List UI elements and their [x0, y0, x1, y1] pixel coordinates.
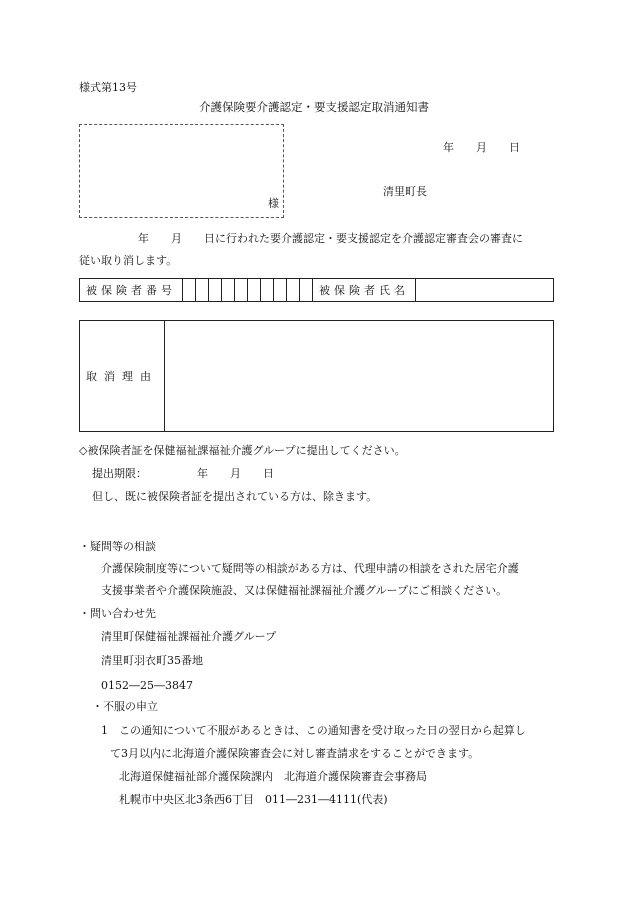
- appeal-office: 北海道保健福祉部介護保険課内 北海道介護保険審査会事務局: [119, 770, 427, 783]
- consultation-text-line2: 支援事業者や介護保険施設、又は保健福祉課福祉介護グループにご相談ください。: [101, 584, 508, 597]
- cancellation-reason-box: [79, 320, 554, 432]
- submission-deadline-date: 年 月 日: [197, 467, 274, 480]
- contact-address: 清里町羽衣町35番地: [101, 654, 203, 667]
- insured-number-digit-cell[interactable]: [261, 279, 274, 301]
- insured-number-digit-cell[interactable]: [235, 279, 248, 301]
- appeal-heading: ・不服の申立: [92, 700, 158, 713]
- body-text-line2: 従い取り消します。: [79, 254, 178, 267]
- contact-heading: ・問い合わせ先: [79, 607, 156, 620]
- insured-number-digit-cell[interactable]: [196, 279, 209, 301]
- insured-number-digit-cell[interactable]: [274, 279, 287, 301]
- issue-date: 年 月 日: [443, 141, 520, 154]
- appeal-text-line1: 1 この通知について不服があるときは、この通知書を受け取った日の翌日から起算し: [101, 724, 526, 737]
- form-number: 様式第13号: [79, 81, 137, 94]
- insured-name-field[interactable]: [416, 279, 553, 301]
- cancellation-reason-label: 取消理由: [80, 321, 165, 431]
- body-text-line1: 年 月 日に行われた要介護認定・要支援認定を介護認定審査会の審査に: [138, 232, 523, 245]
- appeal-text-line2: て3月以内に北海道介護保険審査会に対し審査請求をすることができます。: [110, 747, 480, 760]
- cancellation-reason-field[interactable]: [165, 321, 553, 431]
- consultation-text-line1: 介護保険制度等について疑問等の相談がある方は、代理申請の相談をされた居宅介護: [101, 562, 519, 575]
- insured-number-digit-cell[interactable]: [248, 279, 261, 301]
- insured-name-label: 被保険者氏名: [313, 279, 416, 301]
- insured-number-digit-cell[interactable]: [222, 279, 235, 301]
- insured-number-digit-cell[interactable]: [209, 279, 222, 301]
- notice-submit-certificate: ◇被保険者証を保健福祉課福祉介護グループに提出してください。: [79, 444, 406, 457]
- insured-number-digit-cell[interactable]: [300, 279, 313, 301]
- submission-deadline-label: 提出期限：: [92, 467, 147, 480]
- contact-office: 清里町保健福祉課福祉介護グループ: [101, 630, 277, 643]
- appeal-address-phone: 札幌市中央区北3条西6丁目 011―231―4111(代表): [119, 793, 388, 806]
- notice-exception: 但し、既に被保険者証を提出されている方は、除きます。: [92, 490, 378, 503]
- contact-phone: 0152―25―3847: [101, 679, 193, 692]
- recipient-address-box[interactable]: [79, 124, 284, 218]
- issuer-name: 清里町長: [383, 185, 427, 198]
- insured-id-table: [79, 278, 554, 302]
- recipient-suffix: 様: [268, 197, 279, 210]
- consultation-heading: ・疑問等の相談: [79, 540, 156, 553]
- document-title: 介護保険要介護認定・要支援認定取消通知書: [199, 100, 429, 114]
- insured-number-label: 被保険者番号: [80, 279, 183, 301]
- insured-number-digit-cell[interactable]: [287, 279, 300, 301]
- insured-number-digit-cell[interactable]: [183, 279, 196, 301]
